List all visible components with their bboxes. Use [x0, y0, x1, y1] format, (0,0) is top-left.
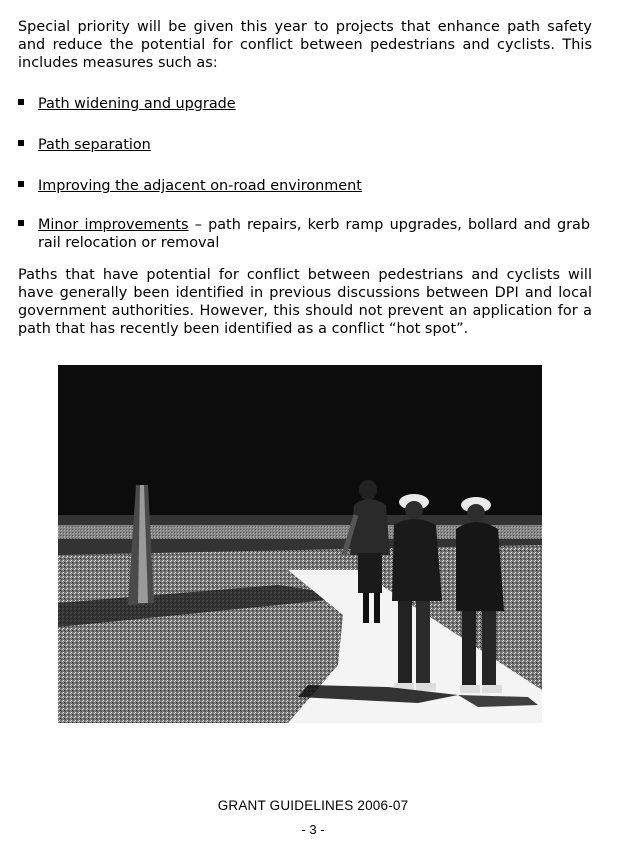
- bullet-label: Path widening and upgrade: [38, 96, 236, 112]
- bullet-label: Improving the adjacent on-road environment: [38, 178, 362, 194]
- bullet-square-icon: [18, 99, 24, 105]
- bullet-label: Path separation: [38, 137, 151, 153]
- bullet-square-icon: [18, 140, 24, 146]
- path-photo: [58, 365, 542, 723]
- bullet-suffix: – path repairs, kerb ramp upgrades, bollard and grab rail relocation or removal: [38, 217, 591, 251]
- page-number: - 3 -: [301, 822, 325, 837]
- bullet-label: Minor improvements: [38, 217, 189, 233]
- intro-paragraph: Special priority will be given this year to projects that enhance path safety and reduce the potential for conflict between pedestrians and cyclists. This includes measures such as:: [18, 19, 592, 71]
- path-photo-illustration: [58, 365, 542, 723]
- closing-paragraph: Paths that have potential for conflict between pedestrians and cyclists will have generally been identified in previous discussions between DPI and local government authorities. However, this should not prevent an application for a path that has recently been identified as a conflict “hot spot”.: [18, 267, 592, 337]
- footer-title: GRANT GUIDELINES 2006-07: [217, 798, 409, 813]
- bullet-square-icon: [18, 220, 24, 226]
- bullet-square-icon: [18, 181, 24, 187]
